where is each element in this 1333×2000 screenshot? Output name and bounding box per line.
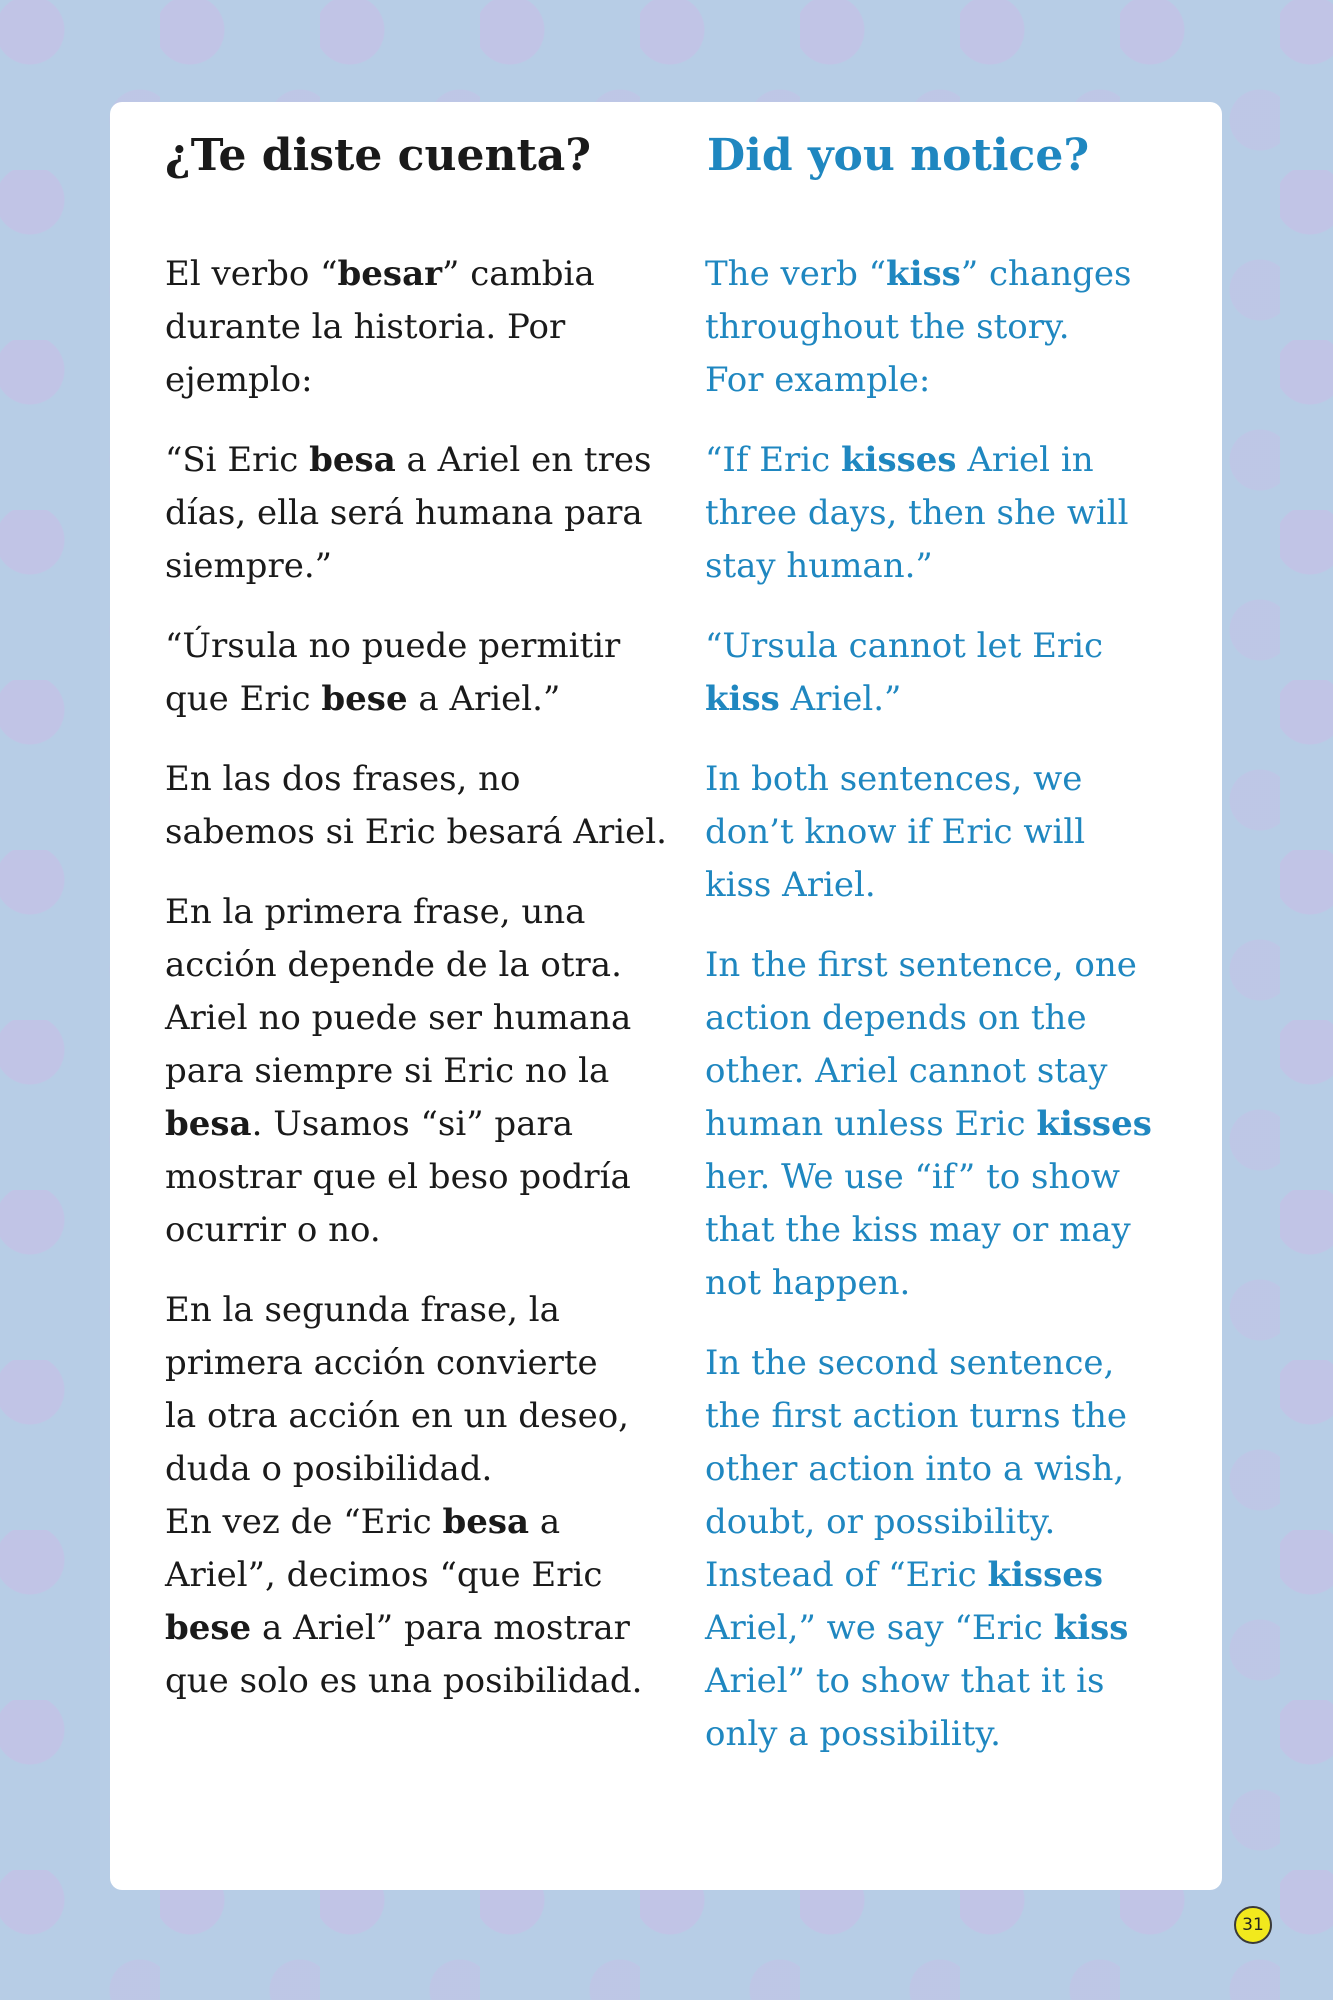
bold-verb: kiss [886,254,961,294]
bold-verb: kisses [987,1555,1103,1595]
text-run: Ariel in three days, then she will stay human.” [705,440,1129,586]
text-run: a Ariel en tres días, ella será humana para siempre.” [165,440,652,586]
content-card [110,102,1222,1890]
text-run: a Ariel” para mostrar que solo es una posibilidad. [165,1608,643,1701]
bold-verb: kisses [841,440,957,480]
text-run: En la primera frase, una acción depende de la otra. Ariel no puede ser humana para siempre si Eric no la [165,892,632,1091]
text-run: En la segunda frase, la primera acción convierte la otra acción en un deseo, duda o posibilidad. En vez de “Eric [165,1290,629,1542]
page-number-badge: 31 [1234,1906,1272,1944]
text-run: her. We use “if” to show that the kiss may or may not happen. [705,1157,1131,1303]
text-run: In both sentences, we don’t know if Eric will kiss Ariel. [705,759,1086,905]
paragraph [705,620,1205,726]
spanish-title: ¿Te diste cuenta? [165,130,592,181]
text-run: En las dos frases, no sabemos si Eric besará Ariel. [165,759,667,852]
text-run: El verbo “ [165,254,338,294]
text-run: Ariel.” [779,679,902,719]
text-run: Ariel,” we say “Eric [705,1608,1043,1648]
text-run: ” changes throughout the story. For example: [705,254,1132,400]
paragraph [165,1284,685,1708]
text-run: ” cambia durante la historia. Por ejemplo: [165,254,595,400]
paragraph [165,753,685,859]
bold-verb: kiss [1053,1608,1129,1648]
spanish-paragraphs [165,248,685,1735]
text-run: a Ariel.” [407,679,561,719]
text-run: “Ursula cannot let Eric [705,626,1104,666]
text-run: “Úrsula no puede permitir que Eric [165,626,621,719]
bold-verb: kisses [1036,1104,1152,1144]
text-run: The verb “ [705,254,887,294]
paragraph [165,886,685,1257]
bold-verb: bese [165,1608,252,1648]
paragraph [705,753,1205,912]
text-run: In the second sentence, the first action turns the other action into a wish, doubt, or possibility. Instead of “Eric [705,1343,1128,1595]
paragraph [165,620,685,726]
bold-verb: besa [442,1502,530,1542]
paragraph [705,939,1205,1310]
text-run: a Ariel”, decimos “que Eric [165,1502,603,1595]
text-run: “If Eric [705,440,841,480]
text-run: “Si Eric [165,440,310,480]
paragraph [165,434,685,593]
paragraph [705,248,1205,407]
paragraph [165,248,685,407]
bold-verb: bese [321,679,408,719]
text-run: In the first sentence, one action depends on the other. Ariel cannot stay human unless Eric [705,945,1137,1144]
text-run: Ariel” to show that it is only a possibility. [705,1661,1105,1754]
bold-verb: besa [165,1104,252,1144]
bold-verb: besar [337,254,443,294]
bold-verb: besa [309,440,396,480]
text-run: . Usamos “si” para mostrar que el beso podría ocurrir o no. [165,1104,631,1250]
paragraph [705,434,1205,593]
english-title: Did you notice? [707,130,1090,181]
english-paragraphs [705,248,1205,1788]
bold-verb: kiss [705,679,780,719]
paragraph [705,1337,1205,1761]
